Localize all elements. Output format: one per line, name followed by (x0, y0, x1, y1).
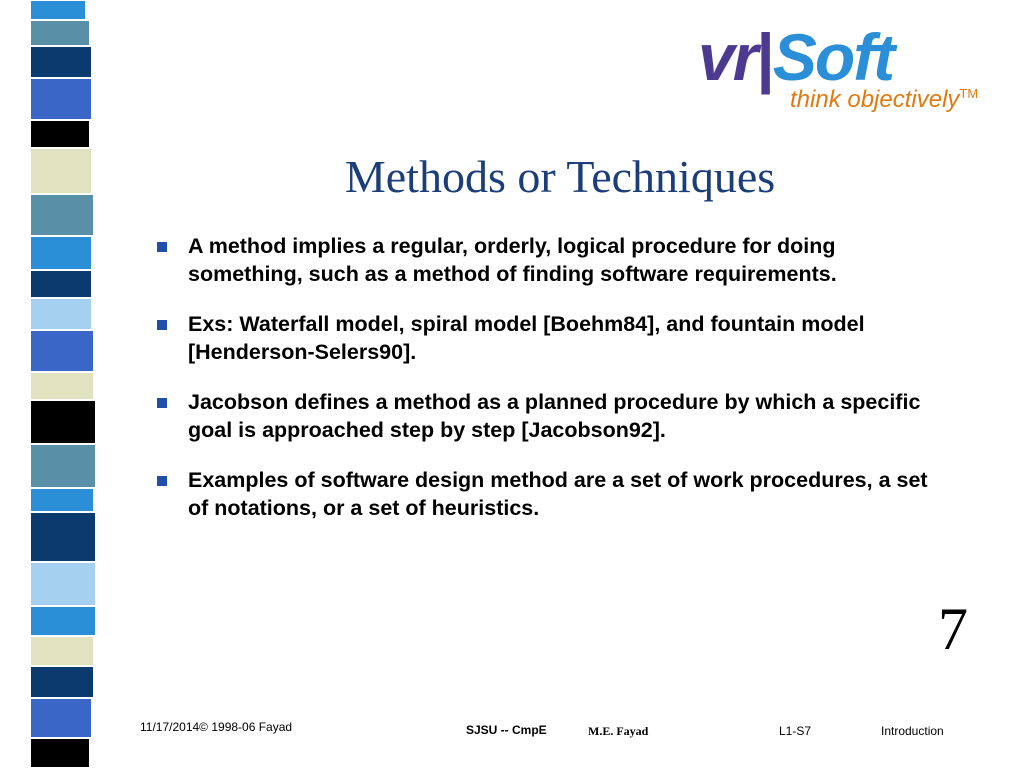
strip-block (30, 372, 94, 400)
bullet-text: Exs: Waterfall model, spiral model [Boehm84], and fountain model [Henderson-Selers90]. (188, 312, 865, 364)
vrsoft-logo (698, 22, 998, 122)
strip-block (30, 636, 94, 666)
logo-wordmark (698, 22, 893, 92)
strip-block (30, 148, 92, 194)
strip-block (30, 78, 92, 120)
strip-block (30, 330, 94, 372)
bullet-text: Examples of software design method are a set of work procedures, a set of notations, or a set of heuristics. (188, 468, 928, 520)
square-bullet-icon (157, 320, 167, 330)
strip-block (30, 46, 92, 78)
decorative-strip (30, 0, 102, 768)
footer-slide-id: L1-S7 (779, 724, 812, 738)
logo-bar: | (756, 20, 773, 94)
strip-block (30, 270, 92, 298)
strip-block (30, 236, 92, 270)
strip-block (30, 400, 96, 444)
bullet-item (155, 466, 930, 522)
strip-block (30, 606, 96, 636)
strip-block (30, 666, 94, 698)
footer-topic: Introduction (881, 724, 944, 738)
strip-block (30, 562, 96, 606)
bullet-list (155, 232, 930, 522)
footer-date: 11/17/2014© 1998-06 Fayad (140, 720, 293, 734)
strip-block (30, 194, 94, 236)
strip-block (30, 0, 86, 20)
footer-school: SJSU -- CmpE (466, 723, 547, 737)
strip-block (30, 488, 94, 512)
strip-block (30, 512, 96, 562)
logo-tagline (790, 86, 978, 114)
bullet-text: A method implies a regular, orderly, logical procedure for doing something, such as a method of finding software requirements. (188, 234, 837, 286)
page-number: 7 (938, 596, 968, 662)
strip-block (30, 298, 92, 330)
logo-soft: Soft (772, 20, 894, 94)
square-bullet-icon (157, 398, 167, 408)
bullet-text: Jacobson defines a method as a planned procedure by which a specific goal is approached step by step [Jacobson92]. (188, 390, 921, 442)
strip-block (30, 698, 92, 738)
strip-block (30, 120, 90, 148)
square-bullet-icon (157, 242, 167, 252)
strip-block (30, 738, 90, 768)
footer-author: M.E. Fayad (588, 724, 649, 738)
bullet-item (155, 310, 930, 366)
logo-trademark: TM (959, 86, 979, 101)
strip-block (30, 20, 90, 46)
strip-block (30, 444, 96, 488)
slide-title: Methods or Techniques (344, 151, 776, 202)
logo-tagline-text: think objectively (790, 86, 960, 113)
bullet-item (155, 388, 930, 444)
square-bullet-icon (157, 476, 167, 486)
bullet-item (155, 232, 930, 288)
logo-vr: vr (698, 20, 757, 94)
